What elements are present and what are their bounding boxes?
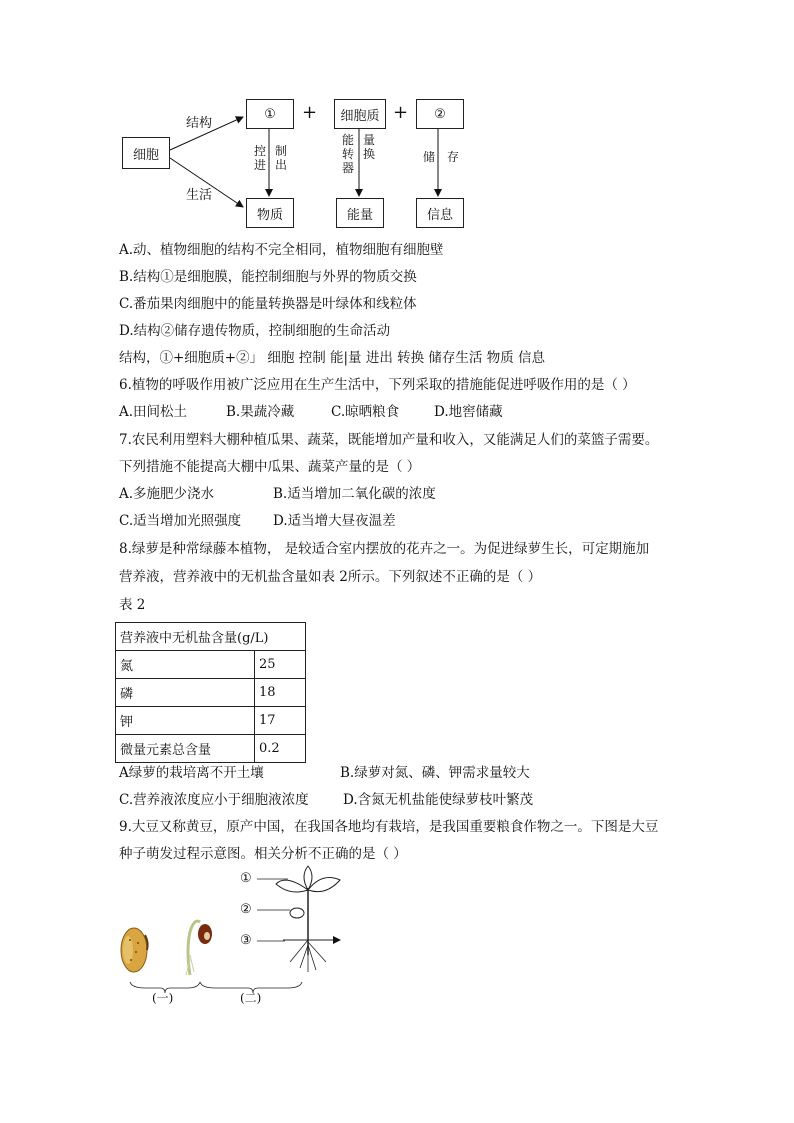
stray-keyword-line: 结构，①+细胞质+②」 细胞 控制 能|量 进出 转换 储存生活 物质 信息 [119,350,546,366]
q9-stem-1: 9.大豆又称黄豆，原产中国，在我国各地均有栽培，是我国重要粮食作物之一。下图是大豆 [119,819,659,835]
q7-option-c: C.适当增加光照强度 [119,513,242,529]
q8-option-b: B.绿萝对氮、磷、钾需求量较大 [340,765,530,781]
q9-stem-2: 种子萌发过程示意图。相关分析不正确的是（ ） [119,846,407,862]
q7-option-a: A.多施肥少浇水 [119,486,215,502]
label-life: 生活 [186,188,213,203]
q5-option-d: D.结构②储存遗传物质，控制细胞的生命活动 [119,323,391,339]
box-info: 信息 [416,198,464,228]
q5-option-c: C.番茄果肉细胞中的能量转换器是叶绿体和线粒体 [119,296,417,312]
q6-option-c: C.晾晒粮食 [331,404,400,420]
table-cell-value: 0.2 [255,735,306,763]
label-structure: 结构 [186,116,213,131]
label-control-b: 制出 [274,144,287,172]
label-control-a: 控进 [253,144,266,172]
q6-option-d: D.地窖储藏 [434,404,503,420]
q8-option-d: D.含氮无机盐能使绿萝枝叶繁茂 [343,792,534,808]
table-cell-name: 磷 [116,679,255,707]
q7-stem-1: 7.农民利用塑料大棚种植瓜果、蔬菜，既能增加产量和收入，又能满足人们的菜篮子需要。 [119,432,659,448]
table-header: 营养液中无机盐含量(g/L) [116,623,306,651]
q6-stem: 6.植物的呼吸作用被广泛应用在生产生活中，下列采取的措施能促进呼吸作用的是（ ） [119,377,636,393]
q8-stem-1: 8.绿萝是种常绿藤本植物， 是较适合室内摆放的花卉之一。为促进绿萝生长，可定期施加 [119,541,650,557]
stage-1-label: (一) [152,991,174,1005]
q8-option-c: C.营养液浓度应小于细胞液浓度 [119,792,309,808]
table-cell-name: 钾 [116,707,255,735]
label-1: ① [240,871,252,886]
table-cell-value: 18 [255,679,306,707]
leaf-icon [308,878,340,892]
seedling-stem-icon [188,921,200,975]
stage-2-label: (二) [240,991,262,1005]
table-caption: 表 2 [119,597,146,613]
leaf-icon [276,880,308,892]
box-structure-2: ② [416,99,464,129]
q6-option-a: A.田间松土 [119,404,188,420]
q7-option-b: B.适当增加二氧化碳的浓度 [273,486,436,502]
q5-option-a: A.动、植物细胞的结构不完全相同，植物细胞有细胞壁 [119,242,444,258]
label-store-b: 存 [446,150,459,164]
table-cell-name: 微量元素总含量 [116,735,255,763]
box-energy: 能量 [336,198,384,228]
plus-sign: + [393,102,409,123]
q5-option-b: B.结构①是细胞膜，能控制细胞与外界的物质交换 [119,269,417,285]
table-cell-value: 17 [255,707,306,735]
table-cell-name: 氮 [116,651,255,679]
cell-box: 细胞 [122,137,170,169]
label-store-a: 储 [422,150,435,164]
q7-stem-2: 下列措施不能提高大棚中瓜果、蔬菜产量的是（ ） [119,459,421,475]
table-cell-value: 25 [255,651,306,679]
cotyledon-icon [290,908,304,918]
q8-stem-2: 营养液，营养液中的无机盐含量如表 2所示。下列叙述不正确的是（ ） [119,569,542,585]
label-energy-a: 能转器 [341,133,354,175]
q8-option-a: A绿萝的栽培离不开土壤 [119,765,264,781]
label-energy-b: 量换 [362,133,375,161]
q6-option-b: B.果蔬冷藏 [226,404,295,420]
q7-option-d: D.适当增大昼夜温差 [273,513,396,529]
label-3: ③ [240,933,252,948]
label-2: ② [240,902,252,917]
plus-sign: + [302,102,318,123]
box-structure-1: ① [246,99,294,129]
box-matter: 物质 [246,198,294,228]
box-cytoplasm: 细胞质 [334,99,386,129]
